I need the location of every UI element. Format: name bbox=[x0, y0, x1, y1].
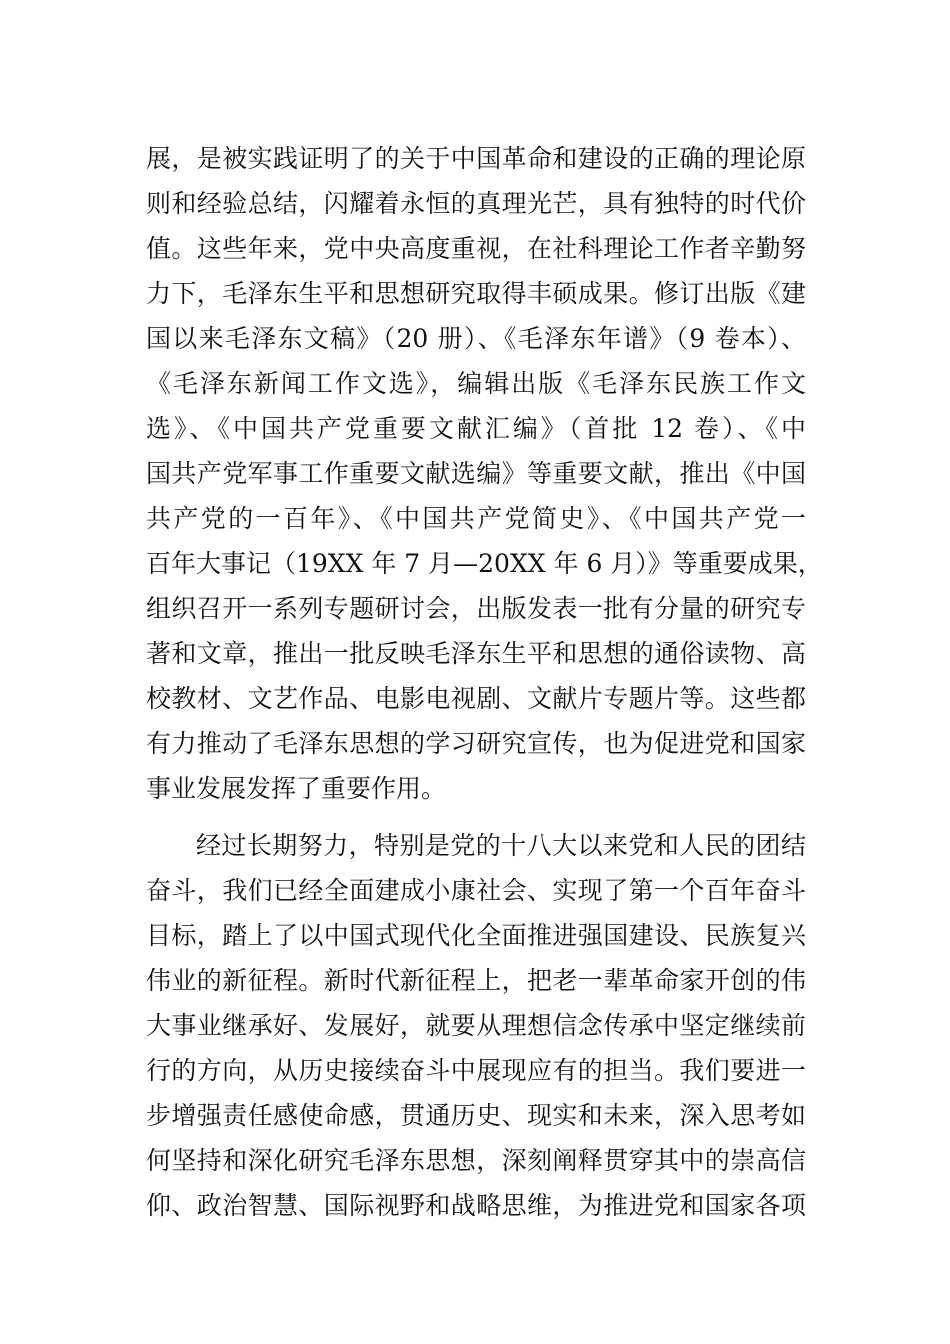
text-line: 步增强责任感使命感，贯通历史、现实和未来，深入思考如 bbox=[146, 1101, 806, 1130]
text-line: 百年大事记（19XX 年 7 月—20XX 年 6 月）》等重要成果， bbox=[146, 549, 823, 578]
text-line: 有力推动了毛泽东思想的学习研究宣传，也为促进党和国家 bbox=[146, 729, 806, 758]
text-line: 展，是被实践证明了的关于中国革命和建设的正确的理论原 bbox=[146, 144, 806, 173]
text-line: 组织召开一系列专题研讨会，出版发表一批有分量的研究专 bbox=[146, 594, 806, 623]
text-line: 共产党的一百年》、《中国共产党简史》、《中国共产党一 bbox=[146, 504, 806, 533]
text-line: 选》、《中国共产党重要文献汇编》（首批 12 卷）、《中 bbox=[146, 414, 806, 443]
text-line: 行的方向，从历史接续奋斗中展现应有的担当。我们要进一 bbox=[146, 1056, 806, 1085]
text-line: 伟业的新征程。新时代新征程上，把老一辈革命家开创的伟 bbox=[146, 966, 806, 995]
text-line: 国共产党军事工作重要文献选编》等重要文献，推出《中国 bbox=[146, 459, 806, 488]
text-line: 奋斗，我们已经全面建成小康社会、实现了第一个百年奋斗 bbox=[146, 876, 806, 905]
text-line: 力下，毛泽东生平和思想研究取得丰硕成果。修订出版《建 bbox=[146, 279, 806, 308]
text-line: 仰、政治智慧、国际视野和战略思维，为推进党和国家各项 bbox=[146, 1191, 806, 1220]
paragraph-spacer bbox=[146, 811, 806, 823]
text-line: 则和经验总结，闪耀着永恒的真理光芒，具有独特的时代价 bbox=[146, 189, 806, 218]
text-line: 何坚持和深化研究毛泽东思想，深刻阐释贯穿其中的崇高信 bbox=[146, 1146, 806, 1175]
text-line: 著和文章，推出一批反映毛泽东生平和思想的通俗读物、高 bbox=[146, 639, 806, 668]
text-line: 大事业继承好、发展好，就要从理想信念传承中坚定继续前 bbox=[146, 1011, 806, 1040]
text-line: 国以来毛泽东文稿》（20 册）、《毛泽东年谱》（9 卷本）、 bbox=[146, 324, 806, 353]
text-line: 目标，踏上了以中国式现代化全面推进强国建设、民族复兴 bbox=[146, 921, 806, 950]
text-line: 《毛泽东新闻工作文选》，编辑出版《毛泽东民族工作文 bbox=[146, 369, 806, 398]
text-line: 事业发展发挥了重要作用。 bbox=[146, 774, 447, 803]
text-line: 校教材、文艺作品、电影电视剧、文献片专题片等。这些都 bbox=[146, 684, 806, 713]
text-line: 经过长期努力，特别是党的十八大以来党和人民的团结 bbox=[196, 831, 806, 860]
text-line: 值。这些年来，党中央高度重视，在社科理论工作者辛勤努 bbox=[146, 234, 806, 263]
paragraph-1 bbox=[146, 136, 823, 811]
paragraph-2 bbox=[146, 823, 806, 1228]
document-body bbox=[146, 136, 823, 1228]
